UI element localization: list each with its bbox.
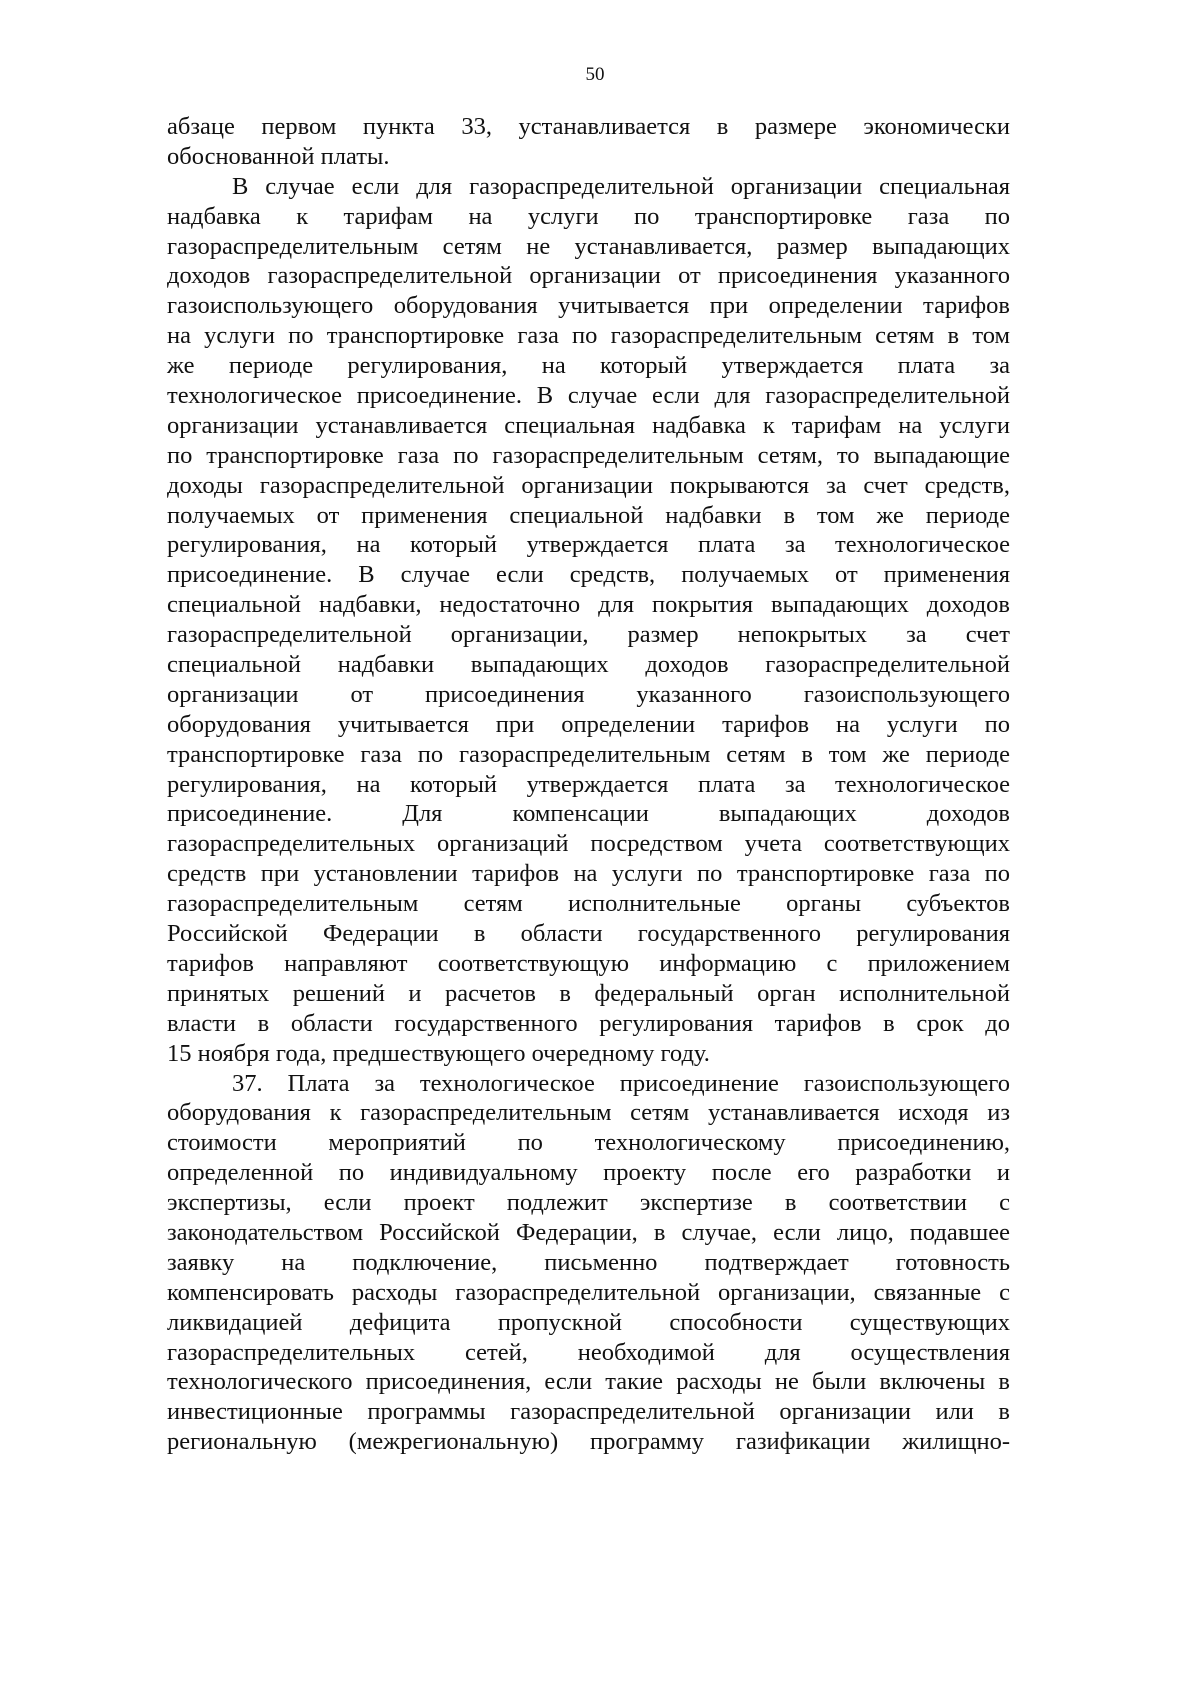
text-line: газораспределительным сетям исполнительные органы субъектов (167, 890, 1010, 918)
text-line: газораспределительных организаций посредством учета соответствующих (167, 830, 1010, 858)
text-line: на услуги по транспортировке газа по газораспределительным сетям в том (167, 322, 1010, 350)
text-line: ликвидацией дефицита пропускной способности существующих (167, 1308, 1010, 1336)
text-line: оборудования к газораспределительным сетям устанавливается исходя из (167, 1099, 1010, 1127)
text-line: газораспределительных сетей, необходимой для осуществления (167, 1338, 1010, 1366)
text-line: региональную (межрегиональную) программу газификации жилищно- (167, 1428, 1010, 1456)
text-line: заявку на подключение, письменно подтверждает готовность (167, 1248, 1010, 1276)
text-line: тарифов направляют соответствующую информацию с приложением (167, 949, 1010, 977)
text-line: присоединение. Для компенсации выпадающих доходов (167, 800, 1010, 828)
text-line: средств при установлении тарифов на услуги по транспортировке газа по (167, 860, 1010, 888)
text-line: 37. Плата за технологическое присоединение газоиспользующего (232, 1069, 1010, 1097)
text-line: обоснованной платы. (167, 142, 390, 170)
text-line: получаемых от применения специальной надбавки в том же периоде (167, 501, 1010, 529)
text-line: доходов газораспределительной организации от присоединения указанного (167, 262, 1010, 290)
text-line: присоединение. В случае если средств, получаемых от применения (167, 561, 1010, 589)
text-line: надбавка к тарифам на услуги по транспортировке газа по (167, 202, 1010, 230)
document-body (167, 112, 1010, 1457)
text-line: по транспортировке газа по газораспределительным сетям, то выпадающие (167, 441, 1010, 469)
text-line: специальной надбавки выпадающих доходов газораспределительной (167, 651, 1010, 679)
text-line: компенсировать расходы газораспределительной организации, связанные с (167, 1278, 1010, 1306)
text-line: технологического присоединения, если такие расходы не были включены в (167, 1368, 1010, 1396)
paragraph (167, 112, 1010, 172)
text-line: оборудования учитывается при определении тарифов на услуги по (167, 710, 1010, 738)
text-line: транспортировке газа по газораспределительным сетям в том же периоде (167, 740, 1010, 768)
text-line: инвестиционные программы газораспределительной организации или в (167, 1398, 1010, 1426)
text-line: доходы газораспределительной организации покрываются за счет средств, (167, 471, 1010, 499)
paragraph (167, 172, 1010, 1069)
text-line: регулирования, на который утверждается плата за технологическое (167, 770, 1010, 798)
text-line: организации устанавливается специальная надбавка к тарифам на услуги (167, 411, 1010, 439)
text-line: организации от присоединения указанного газоиспользующего (167, 680, 1010, 708)
text-line: специальной надбавки, недостаточно для покрытия выпадающих доходов (167, 591, 1010, 619)
text-line: 15 ноября года, предшествующего очередному году. (167, 1039, 710, 1067)
text-line: Российской Федерации в области государственного регулирования (167, 920, 1010, 948)
text-line: принятых решений и расчетов в федеральный орган исполнительной (167, 979, 1010, 1007)
text-line: законодательством Российской Федерации, в случае, если лицо, подавшее (167, 1218, 1010, 1246)
text-line: экспертизы, если проект подлежит экспертизе в соответствии с (167, 1189, 1010, 1217)
text-line: стоимости мероприятий по технологическому присоединению, (167, 1129, 1010, 1157)
paragraph (167, 1069, 1010, 1458)
text-line: же периоде регулирования, на который утверждается плата за (167, 352, 1010, 380)
text-line: власти в области государственного регулирования тарифов в срок до (167, 1009, 1010, 1037)
text-line: абзаце первом пункта 33, устанавливается в размере экономически (167, 113, 1010, 140)
text-line: регулирования, на который утверждается плата за технологическое (167, 531, 1010, 559)
text-line: газораспределительной организации, размер непокрытых за счет (167, 621, 1010, 649)
text-line: определенной по индивидуальному проекту после его разработки и (167, 1159, 1010, 1187)
text-line: газоиспользующего оборудования учитывается при определении тарифов (167, 292, 1010, 320)
text-line: газораспределительным сетям не устанавливается, размер выпадающих (167, 232, 1010, 260)
text-line: технологическое присоединение. В случае если для газораспределительной (167, 382, 1010, 410)
page-number: 50 (585, 64, 605, 85)
text-line: В случае если для газораспределительной организации специальная (232, 172, 1010, 200)
